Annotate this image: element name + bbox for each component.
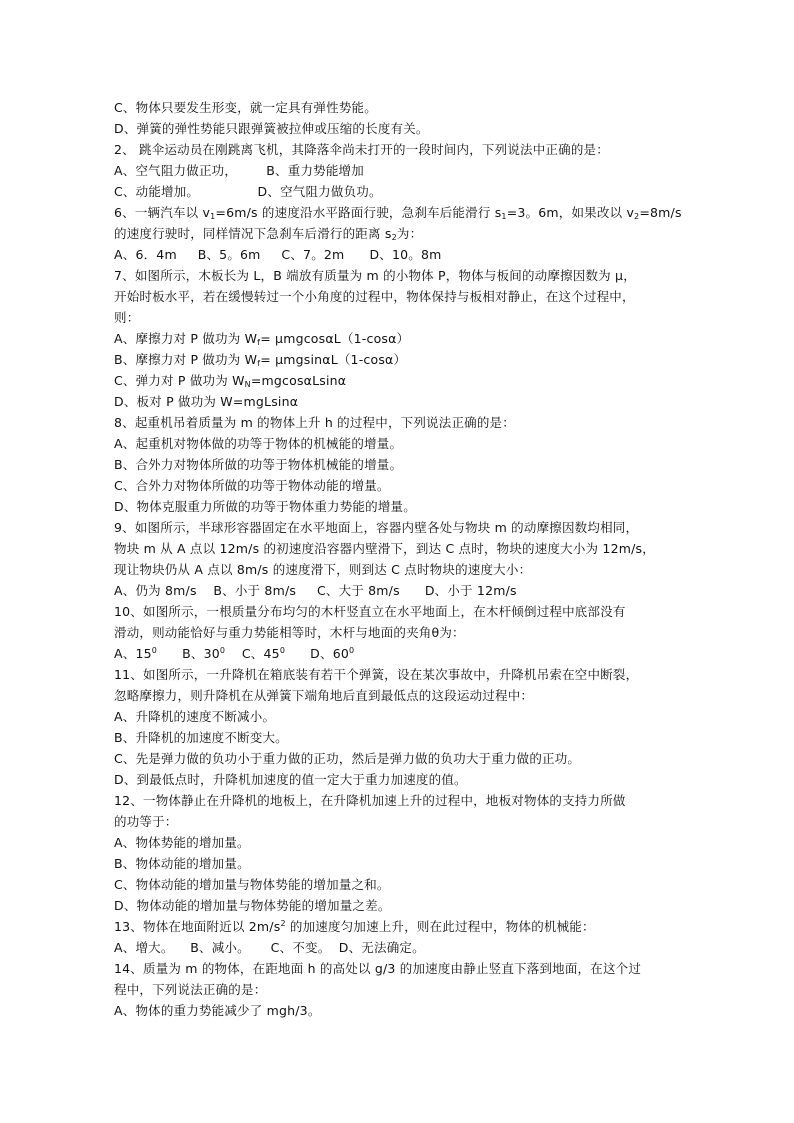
text-segment: 现让物块仍从 A 点以 8m/s 的速度滑下，则到达 C 点时物块的速度大小： [114,562,532,577]
text-line [114,811,694,832]
text-line [114,937,694,958]
text-segment: D、到最低点时，升降机加速度的值一定大于重力加速度的值。 [114,772,467,787]
text-segment: D、物体动能的增加量与物体势能的增加量之差。 [114,898,391,913]
text-segment: A、仍为 8m/s B、小于 8m/s C、大于 8m/s D、小于 12m/s [114,583,517,598]
text-segment: 2、 跳伞运动员在刚跳离飞机，其降落伞尚未打开的一段时间内，下列说法中正确的是： [114,142,609,157]
text-line [114,979,694,1000]
text-segment: C、物体只要发生形变，就一定具有弹性势能。 [114,100,377,115]
text-segment: B、升降机的加速度不断变大。 [114,730,288,745]
text-segment: C、45 [225,646,280,661]
text-segment: A、摩擦力对 P 做功为 W [114,331,258,346]
superscript: 0 [151,646,158,655]
text-segment: 6、一辆汽车以 v [114,205,211,220]
text-segment: = μmgsinαL（1-cosα） [260,352,407,367]
subscript: 1 [210,212,216,221]
text-line [114,853,694,874]
text-segment: 10、如图所示，一根质量分布均匀的木杆竖直立在水平地面上，在木杆倾倒过程中底部没有 [114,604,626,619]
text-line [114,622,694,643]
superscript: 2 [280,919,286,928]
text-line [114,349,694,370]
text-line [114,223,694,244]
text-line [114,958,694,979]
text-segment: 程中，下列说法正确的是： [114,982,267,997]
text-segment: D、60 [285,646,349,661]
text-line [114,643,694,664]
text-line [114,181,694,202]
text-line [114,727,694,748]
text-segment: A、15 [114,646,152,661]
text-line [114,706,694,727]
text-segment: 忽略摩擦力，则升降机在从弹簧下端角地后直到最低点的这段运动过程中： [114,688,534,703]
text-segment: 8、起重机吊着质量为 m 的物体上升 h 的过程中，下列说法正确的是： [114,415,515,430]
text-segment: 则： [114,310,140,325]
text-line [114,1000,694,1021]
text-line [114,202,694,223]
text-line [114,664,694,685]
superscript: 0 [349,646,355,655]
text-segment: 的速度行驶时，同样情况下急刹车后滑行的距离 s [114,226,392,241]
text-segment: 滑动，则动能恰好与重力势能相等时，木杆与地面的夹角θ为： [114,625,465,640]
text-segment: =3。6m，如果改以 v [506,205,635,220]
text-line [114,790,694,811]
text-segment: C、动能增加。 D、空气阻力做负功。 [114,184,382,199]
text-segment: 11、如图所示，一升降机在箱底装有若干个弹簧，设在某次事故中，升降机吊索在空中断裂， [114,667,639,682]
text-line [114,601,694,622]
text-segment: D、板对 P 做功为 W=mgLsinα [114,394,299,409]
text-segment: 7、如图所示，木板长为 L，B 端放有质量为 m 的小物体 P，物体与板间的动摩擦因数为 μ， [114,268,636,283]
text-line [114,244,694,265]
text-line [114,769,694,790]
text-segment: 的功等于： [114,814,178,829]
text-segment: B、摩擦力对 P 做功为 W [114,352,258,367]
text-line [114,895,694,916]
text-line [114,454,694,475]
text-line [114,559,694,580]
text-segment: = μmgcosαL（1-cosα） [260,331,410,346]
subscript: f [257,338,261,347]
text-line [114,391,694,412]
text-line [114,370,694,391]
subscript: 2 [391,233,397,242]
text-segment: C、物体动能的增加量与物体势能的增加量之和。 [114,877,390,892]
text-line [114,160,694,181]
text-segment: 14、质量为 m 的物体，在距地面 h 的高处以 g/3 的加速度由静止竖直下落到地面，在这个过 [114,961,642,976]
text-segment: =6m/s 的速度沿水平路面行驶，急刹车后能滑行 s [215,205,502,220]
text-line [114,433,694,454]
subscript: 1 [501,212,507,221]
text-segment: A、增大。 B、减小。 C、不变。 D、无法确定。 [114,940,425,955]
subscript: N [244,380,251,389]
text-segment: 开始时板水平，若在缓慢转过一个小角度的过程中，物体保持与板相对静止，在这个过程中， [114,289,635,304]
text-segment: 的加速度匀加速上升，则在此过程中，物体的机械能： [285,919,595,934]
text-segment: C、合外力对物体所做的功等于物体动能的增量。 [114,478,390,493]
text-segment: 9、如图所示，半球形容器固定在水平地面上，容器内壁各处与物块 m 的动摩擦因数均相同， [114,520,639,535]
text-line [114,517,694,538]
text-segment: D、弹簧的弹性势能只跟弹簧被拉伸或压缩的长度有关。 [114,121,429,136]
text-line [114,748,694,769]
text-segment: A、6．4m B、5。6m C、7。2m D、10。8m [114,247,442,262]
text-line [114,265,694,286]
subscript: 2 [634,212,640,221]
text-segment: C、弹力对 P 做功为 W [114,373,245,388]
text-segment: C、先是弹力做的负功小于重力做的正功，然后是弹力做的负功大于重力做的正功。 [114,751,581,766]
text-segment: A、空气阻力做正功， B、重力势能增加 [114,163,364,178]
text-segment: =mgcosαLsinα [250,373,347,388]
text-line [114,307,694,328]
text-line [114,538,694,559]
text-line [114,685,694,706]
text-line [114,832,694,853]
text-line [114,328,694,349]
text-line [114,97,694,118]
text-segment: B、30 [157,646,220,661]
text-line [114,916,694,937]
text-segment: A、升降机的速度不断减小。 [114,709,276,724]
text-line [114,475,694,496]
text-segment: =8m/s [639,205,682,220]
text-segment: B、合外力对物体所做的功等于物体机械能的增量。 [114,457,403,472]
text-segment: 物块 m 从 A 点以 12m/s 的初速度沿容器内壁滑下，到达 C 点时，物块的速度大小为 12m/s， [114,541,655,556]
text-segment: 12、一物体静止在升降机的地板上，在升降机加速上升的过程中，地板对物体的支持力所做 [114,793,626,808]
text-line [114,874,694,895]
text-segment: A、物体的重力势能减少了 mgh/3。 [114,1003,321,1018]
text-line [114,412,694,433]
text-segment: B、物体动能的增加量。 [114,856,250,871]
text-line [114,286,694,307]
text-line [114,496,694,517]
text-line [114,580,694,601]
text-segment: A、起重机对物体做的功等于物体的机械能的增量。 [114,436,403,451]
text-segment: D、物体克服重力所做的功等于物体重力势能的增量。 [114,499,416,514]
question-list [114,97,694,1021]
superscript: 0 [279,646,286,655]
superscript: 0 [219,646,226,655]
text-segment: 13、物体在地面附近以 2m/s [114,919,281,934]
text-line [114,118,694,139]
text-line [114,139,694,160]
subscript: f [257,359,261,368]
text-segment: A、物体势能的增加量。 [114,835,250,850]
text-segment: 为： [396,226,423,241]
